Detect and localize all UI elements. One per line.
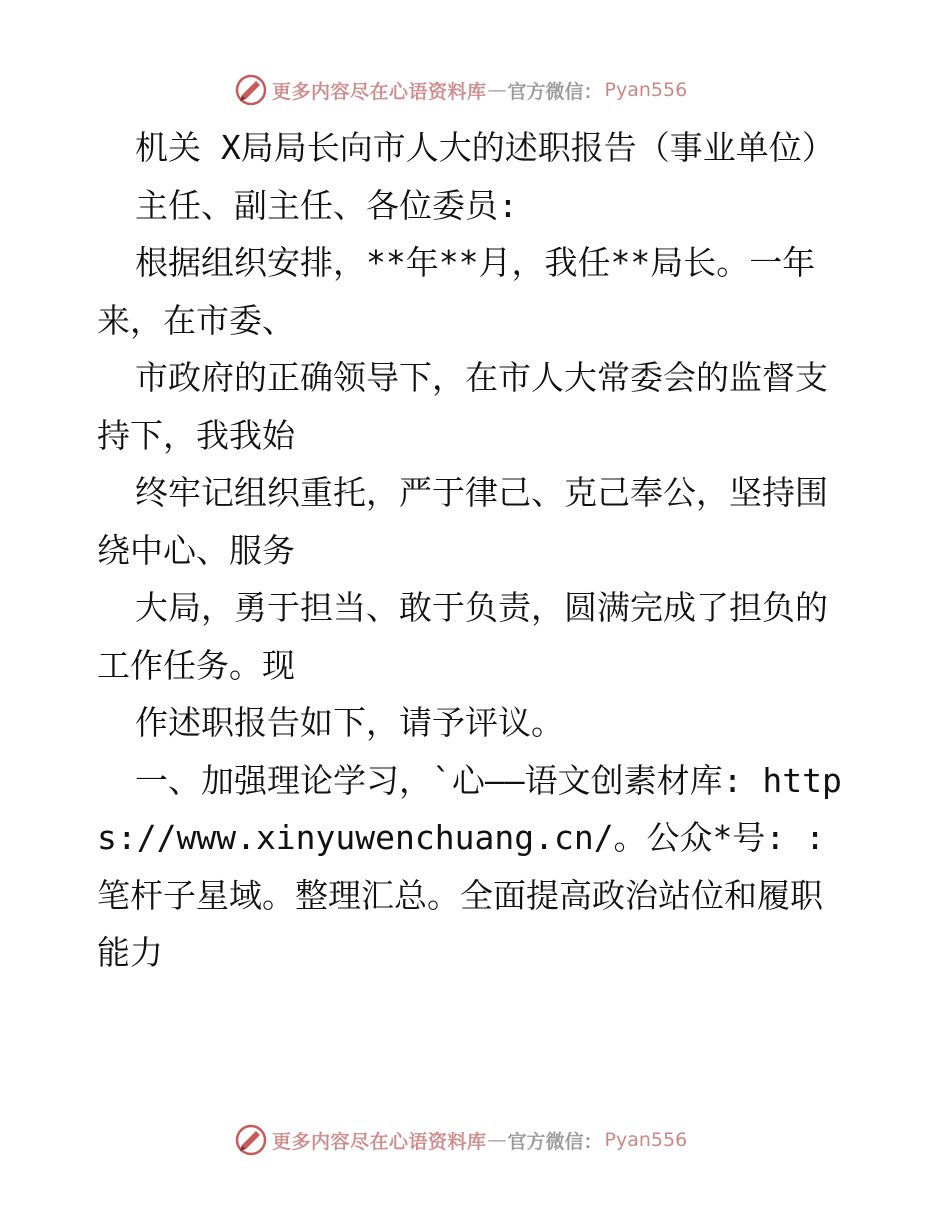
banner-wechat-id: Pyan556 bbox=[604, 1129, 688, 1151]
document-title: 机关 X局局长向市人大的述职报告（事业单位） bbox=[135, 128, 835, 167]
header-banner bbox=[234, 73, 714, 107]
book-pen-logo-icon bbox=[234, 73, 268, 107]
footer-banner bbox=[234, 1123, 714, 1157]
section-heading-paragraph: 一、加强理论学习，`心——语文创素材库: https://www.xinyuwenchuang.cn/。公众*号: :笔杆子星域。整理汇总。全面提高政治站位和履职能力 bbox=[97, 760, 842, 972]
book-pen-logo-icon bbox=[234, 1123, 268, 1157]
banner-wechat-id: Pyan556 bbox=[604, 79, 688, 101]
banner-separator: — bbox=[487, 79, 507, 101]
banner-text: 更多内容尽在心语资料库 bbox=[272, 80, 487, 103]
banner-wechat-label: 官方微信： bbox=[507, 1130, 603, 1153]
paragraph: 终牢记组织重托，严于律己、克己奉公，坚持围绕中心、服务 bbox=[97, 473, 828, 570]
paragraph: 根据组织安排，**年**月，我任**局长。一年来，在市委、 bbox=[97, 243, 816, 340]
banner-text: 更多内容尽在心语资料库 bbox=[272, 1130, 487, 1153]
paragraph: 大局，勇于担当、敢于负责，圆满完成了担负的工作任务。现 bbox=[97, 588, 828, 685]
paragraph: 市政府的正确领导下，在市人大常委会的监督支持下，我我始 bbox=[97, 358, 828, 455]
paragraph: 作述职报告如下，请予评议。 bbox=[135, 703, 564, 742]
banner-wechat-label: 官方微信： bbox=[507, 80, 603, 103]
paragraph: 主任、副主任、各位委员: bbox=[135, 185, 518, 225]
banner-separator: — bbox=[487, 1129, 507, 1151]
document-body bbox=[97, 119, 853, 982]
